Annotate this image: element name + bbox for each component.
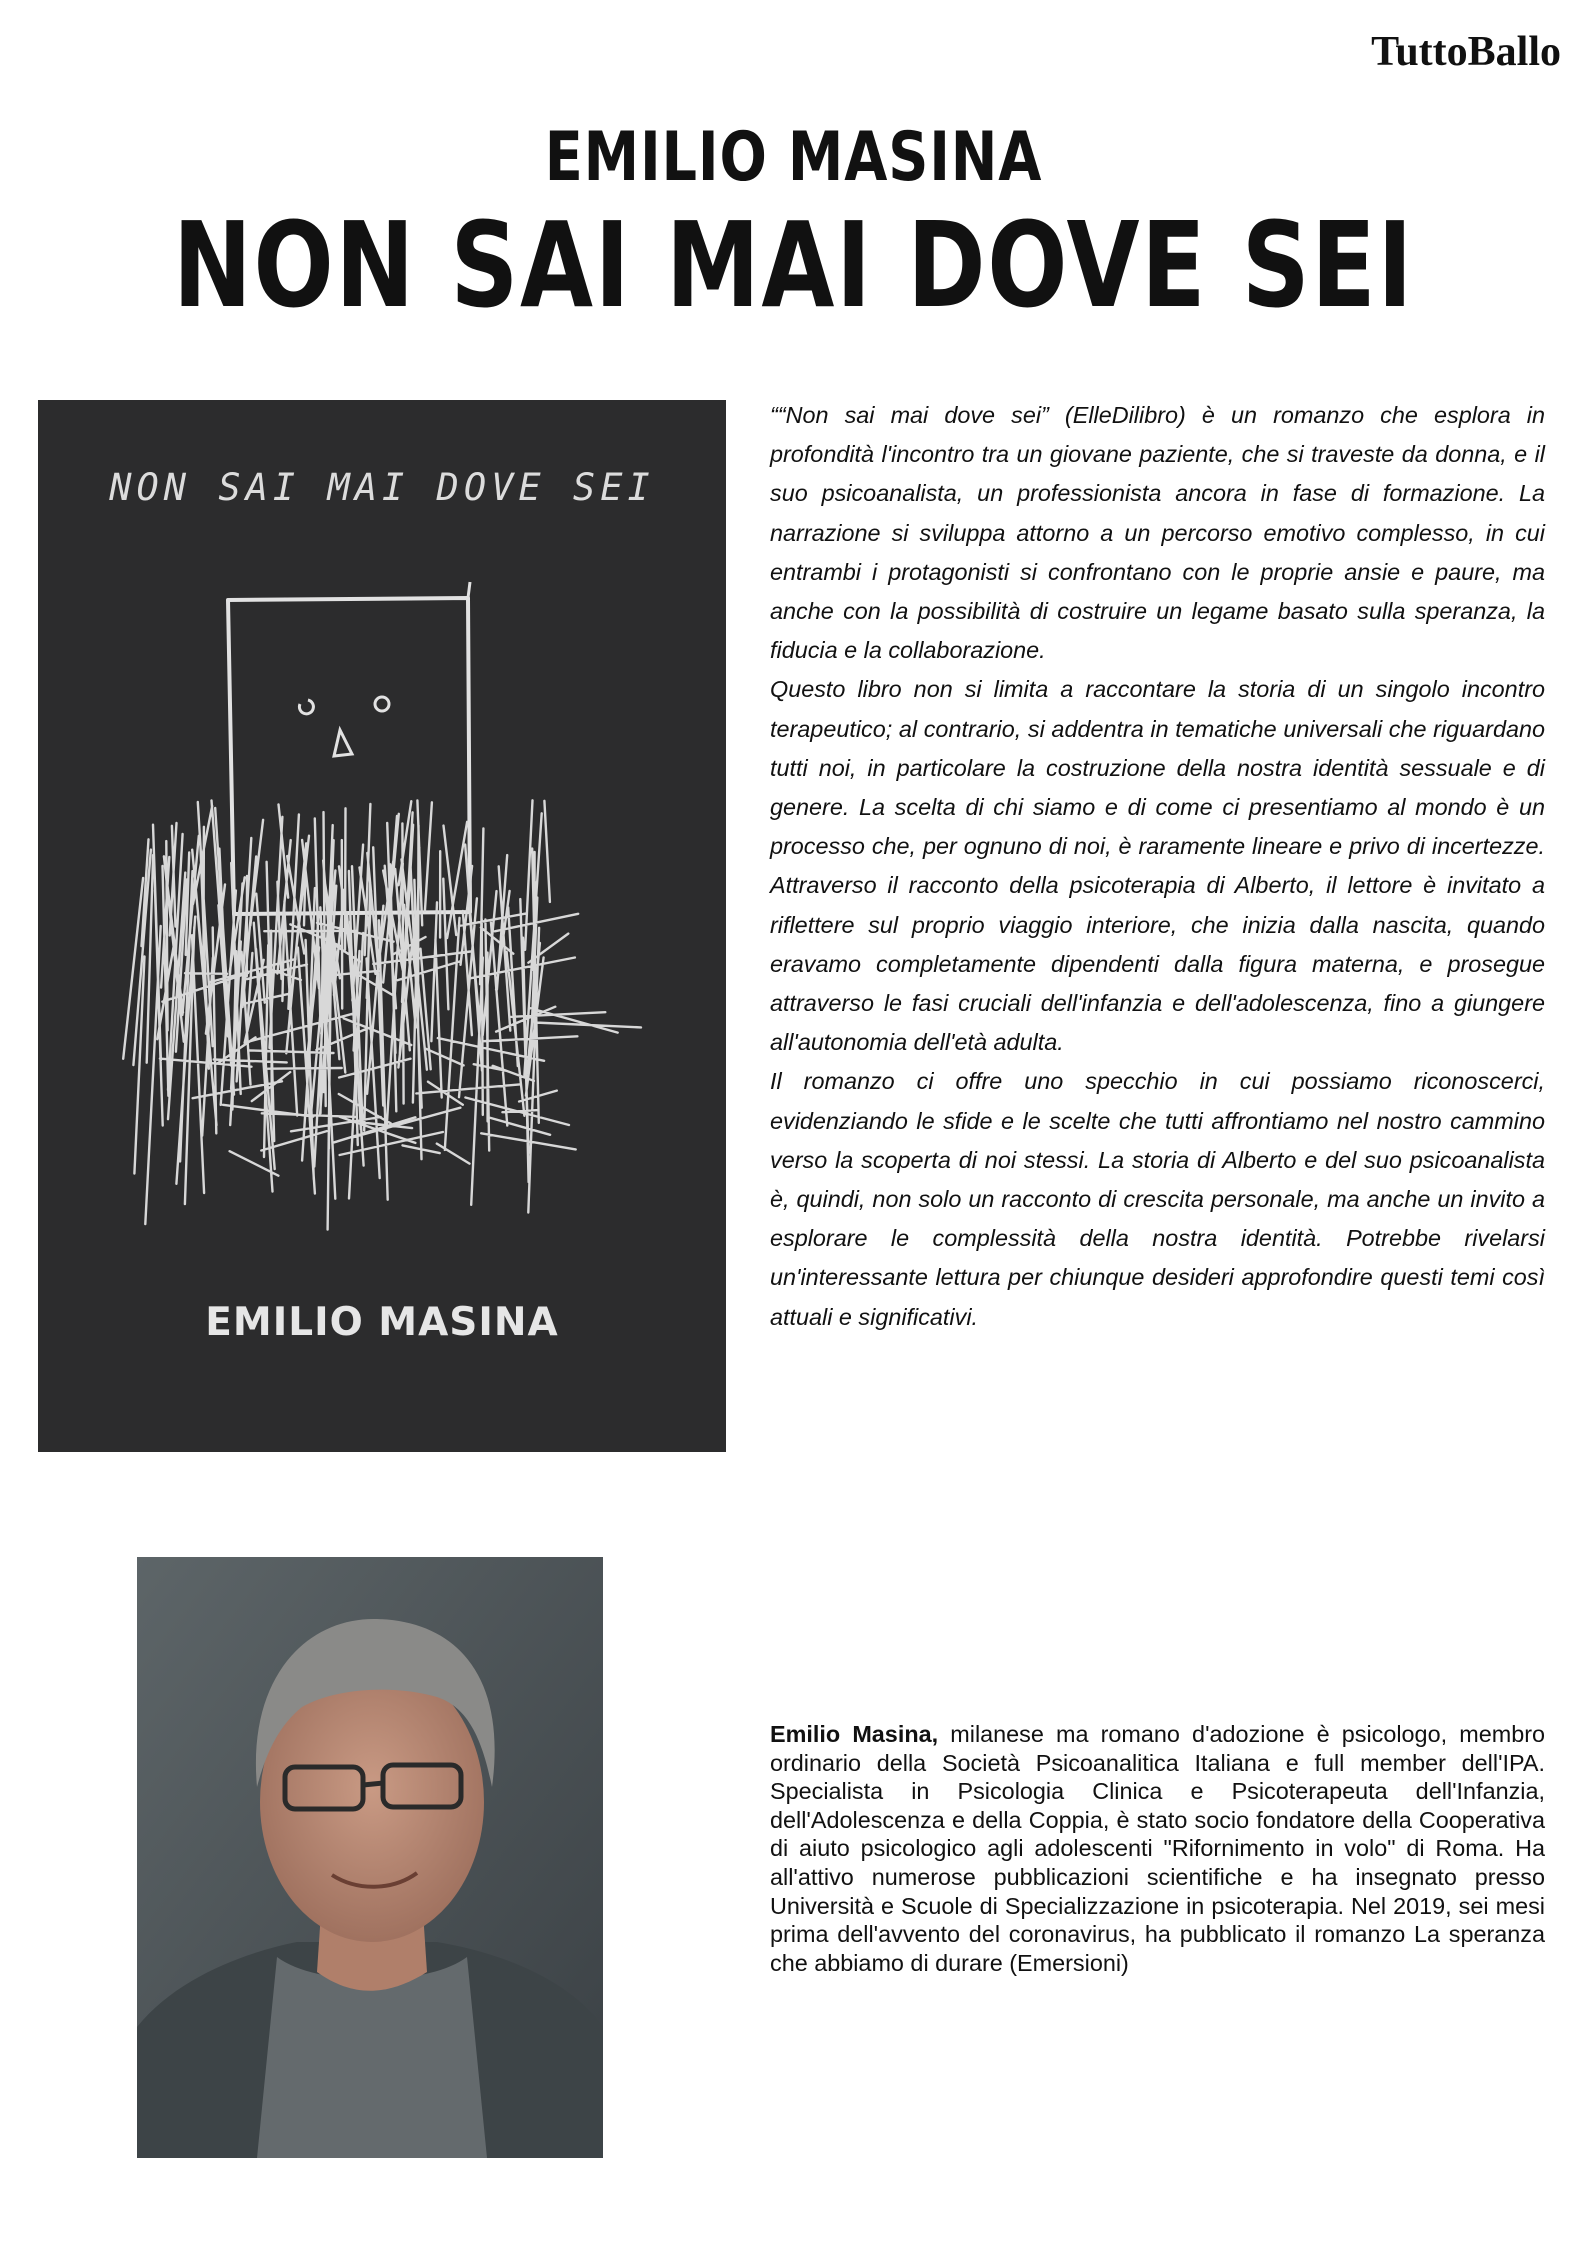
book-review (770, 396, 1545, 1337)
brand-logo: TuttoBallo (1371, 29, 1561, 75)
cover-illustration (38, 400, 726, 1452)
review-paragraph: ““Non sai mai dove sei” (ElleDilibro) è un romanzo che esplora in profondità l'incontro tra un giovane paziente, che si traveste da donna, e il suo psicoanalista, un professionista ancora in fase di formazione. La narrazione si sviluppa attorno a un percorso emotivo complesso, in cui entrambi i protagonisti si confrontano con le proprie ansie e paure, ma anche con la possibilità di costruire un legame basato sulla speranza, la fiducia e la collaborazione. (770, 402, 1545, 664)
cover-title-text: NON SAI MAI DOVE SEI (109, 466, 655, 509)
author-photo (137, 1557, 603, 2158)
book-title-heading: NON SAI MAI DOVE SEI (172, 196, 1415, 334)
book-cover (38, 400, 726, 1452)
cover-author-text: EMILIO MASINA (205, 1300, 559, 1345)
author-bio (770, 1720, 1545, 1977)
bio-name: Emilio Masina, (770, 1721, 939, 1747)
bio-text: milanese ma romano d'adozione è psicologo, membro ordinario della Società Psicoanalitica Italiana e full member dell'IPA. Specialista in Psicologia Clinica e Psicoterapeuta dell'Infanzia, dell'Adolescenza e della Coppia, è stato socio fondatore della Cooperativa di aiuto psicologico agli adolescenti "Rifornimento in volo" di Roma. Ha all'attivo numerose pubblicazioni scientifiche e ha insegnato presso Università e Scuole di Specializzazione in psicoterapia. Nel 2019, sei mesi prima dell'avvento del coronavirus, ha pubblicato il romanzo La speranza che abbiamo di durare (Emersioni) (770, 1721, 1545, 1976)
review-paragraph: Questo libro non si limita a raccontare la storia di un singolo incontro terapeutico; al contrario, si addentra in tematiche universali che riguardano tutti noi, in particolare la costruzione della nostra identità sessuale e di genere. La scelta di chi siamo e di come ci presentiamo al mondo è un processo che, per ognuno di noi, è raramente lineare e privo di incertezze. Attraverso il racconto della psicoterapia di Alberto, il lettore è invitato a riflettere sul proprio viaggio interiore, che inizia dalla nascita, quando eravamo completamente dipendenti dalla figura materna, e prosegue attraverso le fasi cruciali dell'infanzia e dell'adolescenza, fino a giungere all'autonomia dell'età adulta. (770, 676, 1545, 1056)
author-heading: EMILIO MASINA (544, 118, 1043, 197)
cover-scribble (123, 800, 641, 1229)
review-paragraph: Il romanzo ci offre uno specchio in cui possiamo riconoscerci, evidenziando le sfide e le scelte che tutti affrontiamo nel nostro cammino verso la scoperta di noi stessi. La storia di Alberto e del suo psicoanalista è, quindi, non solo un racconto di crescita personale, ma anche un invito a esplorare le complessità della nostra identità. Potrebbe rivelarsi un'interessante lettura per chiunque desideri approfondire questi temi così attuali e significativi. (770, 1068, 1545, 1330)
